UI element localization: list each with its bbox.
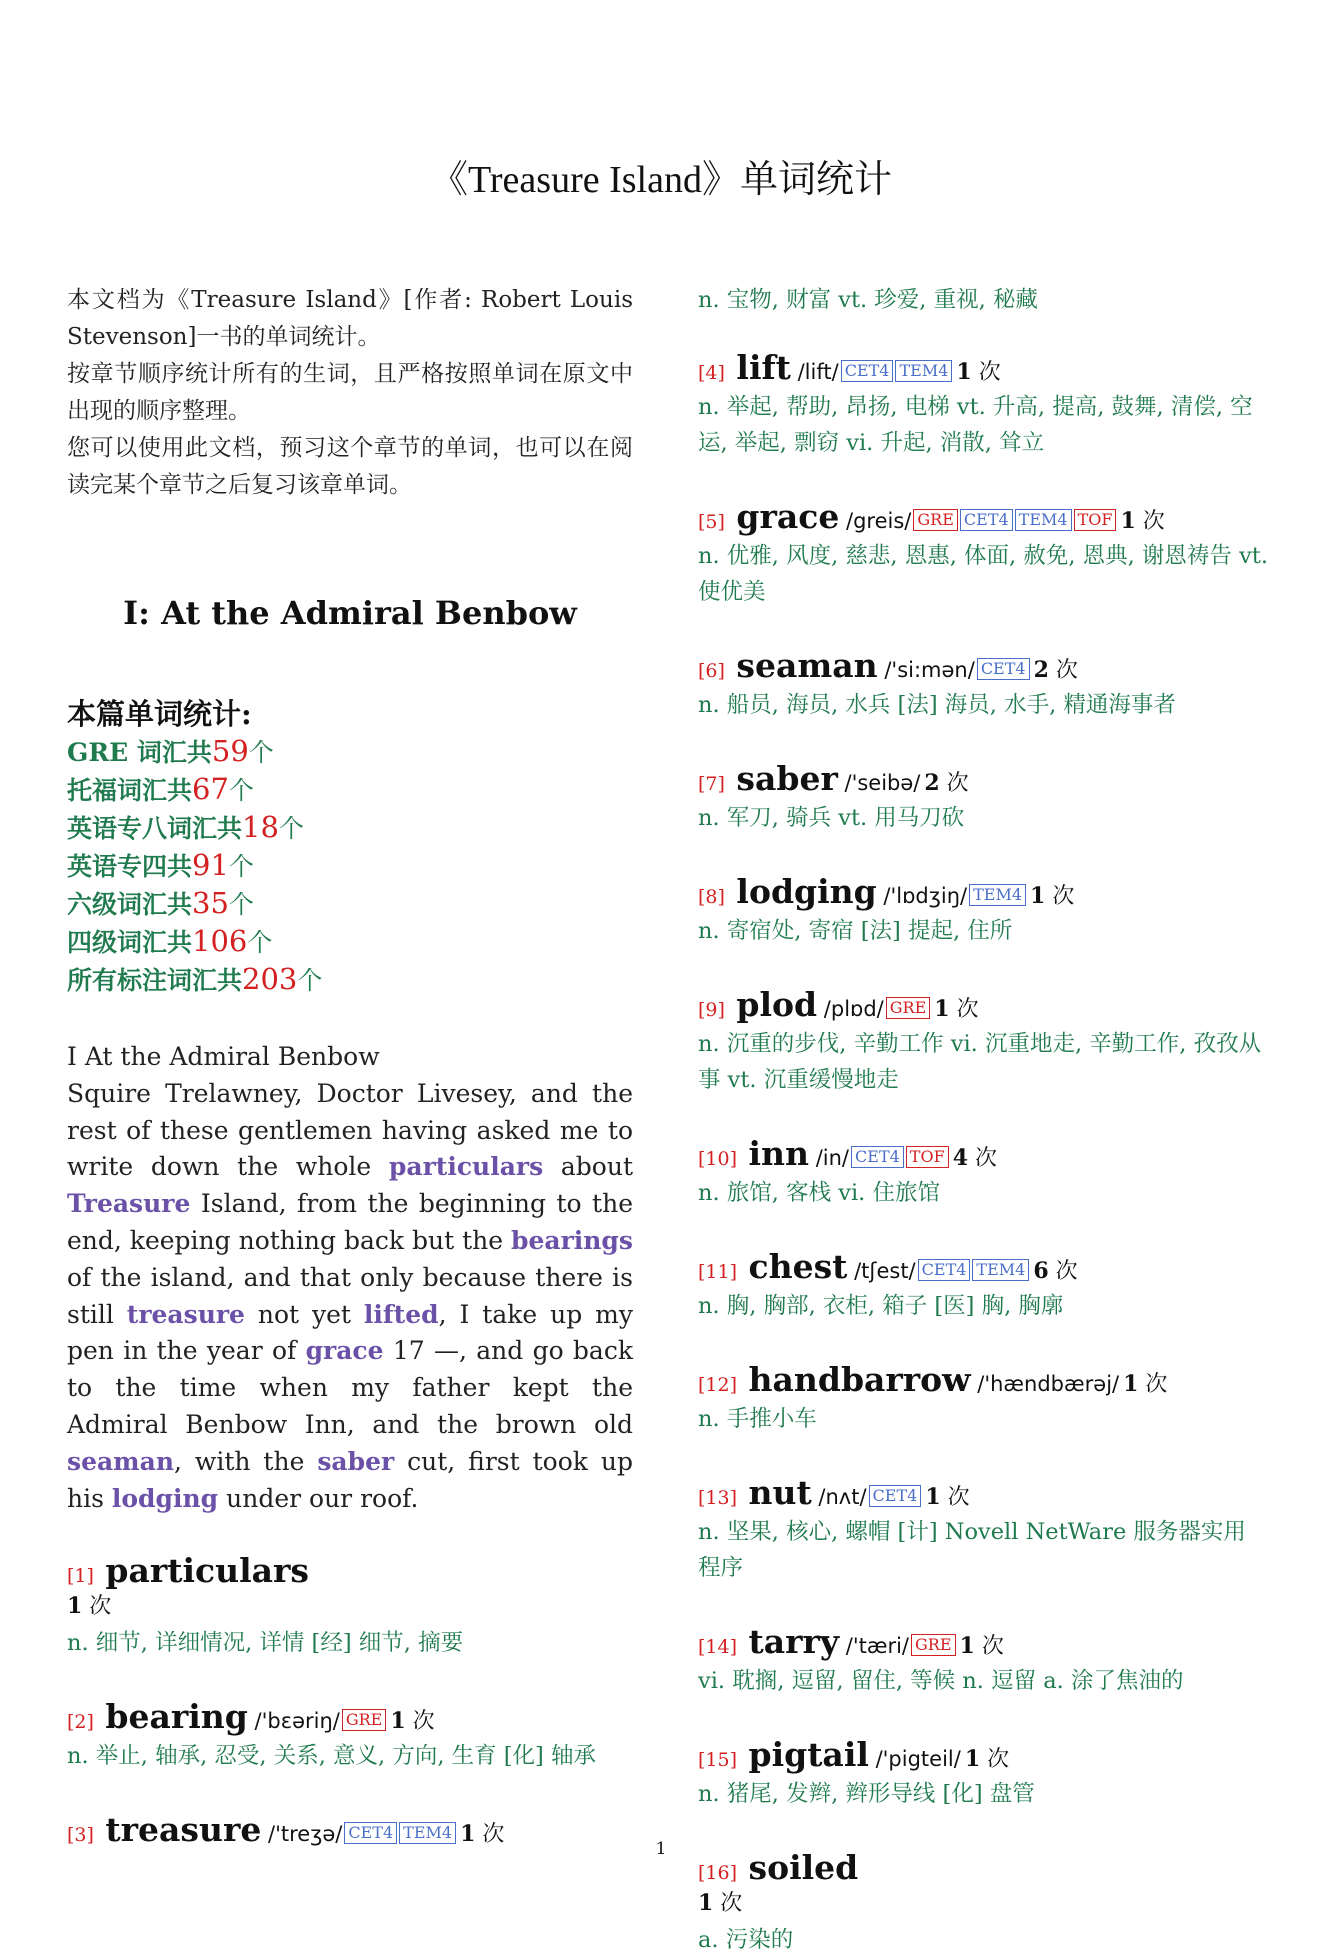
entry-header [67,1697,633,1736]
entry-index: [10] [698,1148,738,1170]
stat-line [67,771,633,809]
entry-word: bearing [93,1697,248,1737]
count-number: 1 [1120,508,1136,534]
highlighted-word: Treasure [67,1189,191,1219]
entry-count-line [698,1887,1268,1920]
exam-tag: GRE [913,509,958,531]
entry-phonetic: /'tæri/ [839,1634,909,1658]
entry-word: lift [724,348,791,387]
stat-unit: 个 [248,738,274,767]
entry-count [1034,658,1078,683]
entry-header [698,1622,1268,1661]
entry-index: [13] [698,1487,738,1509]
entry-phonetic: /plɒd/ [817,997,884,1021]
stats-list [67,733,633,999]
entry-count [953,1146,997,1171]
highlighted-word: grace [305,1336,384,1366]
intro-line: 本文档为《Treasure Island》[作者: Robert Louis Stevenson]一书的单词统计。 [67,287,633,350]
exam-tag: GRE [886,997,931,1019]
stat-line [67,885,633,923]
entry-definition: vi. 耽搁, 逗留, 留住, 等候 n. 逗留 a. 涂了焦油的 [698,1668,1184,1694]
entry-definition: n. 细节, 详细情况, 详情 [经] 细节, 摘要 [67,1630,464,1657]
left-vocab-list [67,1551,633,1849]
entry-index: [15] [698,1749,738,1771]
count-unit: 次 [1135,509,1165,534]
count-number: 1 [460,1821,476,1848]
entry-index: [6] [698,660,725,682]
entry-word: particulars [93,1551,310,1591]
entry-word: seaman [724,646,878,685]
entry-word: lodging [724,872,877,911]
entry-count [960,1634,1004,1659]
highlighted-word: treasure [126,1299,245,1329]
entry-word: soiled [737,1848,859,1887]
stat-line [67,809,633,847]
passage-text: Island, from the beginning to the end, keeping nothing back but the [67,1189,633,1255]
entry-definition: n. 举起, 帮助, 昂扬, 电梯 vt. 升高, 提高, 鼓舞, 清偿, 空运, 举起, 剽窃 vi. 升起, 消散, 耸立 [698,394,1253,456]
entry-header [698,1735,1268,1774]
stat-value: 106 [192,924,248,958]
entry-header [698,759,1268,798]
entry-header [698,348,1268,387]
stat-unit: 个 [297,966,323,995]
left-column [67,282,633,1849]
entry-count [934,997,978,1022]
entry-phonetic: /lift/ [790,360,839,384]
entry-definition: n. 旅馆, 客栈 vi. 住旅馆 [698,1180,940,1206]
count-number: 2 [924,770,940,796]
stat-value: 67 [192,772,229,806]
exam-tag: CET4 [869,1485,922,1507]
stats-heading: 本篇单词统计: [67,697,252,731]
vocab-entry [698,1247,1268,1324]
vocab-entry [698,1622,1268,1699]
entry-index: [12] [698,1374,738,1396]
vocab-entry [698,1360,1268,1437]
count-unit: 次 [968,1146,997,1171]
stat-line [67,733,633,771]
entry-count [1033,1259,1077,1284]
exam-tag: CET4 [841,360,894,382]
entry-index: [7] [698,773,725,795]
entry-index: [5] [698,511,725,533]
count-unit: 次 [713,1891,743,1916]
entry-word: treasure [93,1810,262,1850]
count-unit: 次 [1138,1372,1168,1397]
count-unit: 次 [949,997,979,1022]
entry-word: plod [724,985,818,1024]
exam-tag: TEM4 [1015,509,1072,531]
entry-index: [16] [698,1862,738,1884]
entry-index: [3] [67,1824,94,1847]
entry-header [698,1247,1268,1286]
entry-phonetic: /'bɛəriŋ/ [247,1709,340,1734]
entry-phonetic: /nʌt/ [811,1485,867,1509]
count-number: 6 [1033,1258,1049,1284]
exam-tag: CET4 [977,658,1030,680]
stat-line [67,923,633,961]
stat-unit: 个 [278,814,304,843]
vocab-entry [67,1551,633,1661]
entry-header [698,872,1268,911]
count-number: 2 [1033,657,1049,683]
count-unit: 次 [82,1594,112,1620]
passage [67,1039,633,1517]
entry-definition: a. 污染的 [698,1927,794,1953]
stat-label: 托福词汇共 [67,776,193,805]
entry-count-line [67,1590,633,1623]
count-unit: 次 [939,771,969,796]
highlighted-word: saber [317,1446,395,1476]
entry-header [698,985,1268,1024]
exam-tag: GRE [911,1634,956,1656]
stat-unit: 个 [247,928,273,957]
vocab-entry [698,759,1268,836]
passage-text: 17 —, and go back to the time when my father kept the Admiral Benbow Inn, and the brown old [67,1336,633,1439]
intro-text [67,282,633,504]
right-column [698,282,1268,1958]
stat-label: 六级词汇共 [67,890,193,919]
stat-unit: 个 [228,776,254,805]
count-number: 1 [67,1593,83,1620]
exam-tag: TEM4 [969,884,1026,906]
vocab-entry [698,1735,1268,1812]
vocab-entry [698,348,1268,461]
entry-word: handbarrow [737,1360,971,1399]
exam-tag: CET4 [960,509,1013,531]
stat-label: 所有标注词汇共 [67,966,243,995]
entry-count [1030,884,1074,909]
entry-definition: n. 猪尾, 发辫, 辫形导线 [化] 盘管 [698,1781,1035,1807]
chapter-title: I: At the Admiral Benbow [123,594,577,632]
entry-header [698,1360,1268,1399]
entry-index: [8] [698,886,725,908]
count-number: 1 [925,1484,941,1510]
vocab-entry [698,1134,1268,1211]
count-number: 4 [952,1145,968,1171]
entry-count [956,360,1000,385]
entry-phonetic: /'hændbærəj/ [970,1372,1120,1396]
stat-label: 英语专八词汇共 [67,814,243,843]
exam-tag: CET4 [344,1822,397,1844]
exam-tag: TEM4 [399,1822,456,1844]
entry-definition: n. 沉重的步伐, 辛勤工作 vi. 沉重地走, 辛勤工作, 孜孜从事 vt. 沉重缓慢地走 [698,1031,1262,1093]
entry-index: [4] [698,362,725,384]
exam-tag: TEM4 [972,1259,1029,1281]
count-number: 1 [390,1708,406,1735]
stat-label: 四级词汇共 [67,928,193,957]
entry-definition: n. 船员, 海员, 水兵 [法] 海员, 水手, 精通海事者 [698,692,1176,718]
count-number: 1 [959,1633,975,1659]
entry-index: [2] [67,1711,94,1734]
stat-value: 18 [242,810,279,844]
entry-definition: n. 优雅, 风度, 慈悲, 恩惠, 体面, 赦免, 恩典, 谢恩祷告 vt. 使优美 [698,543,1268,605]
entry-header [698,646,1268,685]
entry-phonetic: /'seibə/ [837,771,921,795]
entry-phonetic: /in/ [809,1146,850,1170]
highlighted-word: lifted [363,1299,439,1329]
count-unit: 次 [974,1634,1004,1659]
entry-index: [11] [698,1261,738,1283]
entry-definition: n. 胸, 胸部, 衣柜, 箱子 [医] 胸, 胸廓 [698,1293,1064,1319]
entry-count [1123,1372,1167,1397]
count-unit: 次 [940,1485,970,1510]
count-unit: 次 [405,1709,435,1735]
count-unit: 次 [971,360,1001,385]
entry-definition: n. 手推小车 [698,1406,817,1432]
entry-index: [9] [698,999,725,1021]
count-number: 1 [1030,883,1046,909]
entry-word: pigtail [737,1735,869,1774]
passage-title: I At the Admiral Benbow [67,1042,380,1071]
count-number: 1 [1123,1371,1139,1397]
count-unit: 次 [980,1747,1010,1772]
vocab-entry [698,1848,1268,1958]
entry-definition: n. 寄宿处, 寄宿 [法] 提起, 住所 [698,918,1013,944]
exam-tag: CET4 [851,1146,904,1168]
intro-line: 您可以使用此文档，预习这个章节的单词，也可以在阅读完某个章节之后复习该章单词。 [67,435,633,498]
entry-word: grace [724,497,840,536]
entry-word: saber [724,759,838,798]
count-number: 1 [964,1746,981,1772]
highlighted-word: bearings [511,1225,633,1255]
entry-definition: n. 军刀, 骑兵 vt. 用马刀砍 [698,805,965,831]
count-unit: 次 [1045,884,1075,909]
entry-count [698,1891,742,1916]
passage-text: Squire Trelawney, Doctor Livesey, and the rest of these gentlemen having asked me to write down the whole [67,1078,633,1182]
passage-text: about [543,1152,634,1182]
stat-value: 203 [242,962,298,996]
stat-unit: 个 [228,890,254,919]
exam-tag: TEM4 [895,360,952,382]
exam-tag: GRE [342,1709,387,1731]
entry-header [698,1473,1268,1512]
entry-count [924,771,968,796]
page-number: 1 [655,1839,667,1859]
entry-count [925,1485,969,1510]
exam-tag: TOF [906,1146,949,1168]
vocab-entry [67,1697,633,1774]
passage-text: under our roof. [218,1483,419,1513]
entry-header [698,1134,1268,1173]
passage-text: cut, first took up his [67,1446,633,1513]
vocab-entry [698,646,1268,723]
stat-value: 59 [211,734,249,768]
stat-value: 35 [192,886,229,920]
passage-body [67,1076,633,1518]
entry-phonetic: /greis/ [839,509,912,533]
exam-tag: CET4 [918,1259,971,1281]
passage-text: , with the [174,1446,318,1476]
entry-word: chest [737,1247,848,1286]
passage-text: not yet [244,1299,364,1329]
count-unit: 次 [475,1822,505,1848]
vocab-entry [698,497,1268,610]
count-unit: 次 [1048,658,1078,683]
entry-phonetic: /'treʒə/ [261,1822,343,1847]
entry-header [67,1551,633,1590]
highlighted-word: lodging [111,1483,219,1513]
count-number: 1 [698,1890,714,1916]
vocab-entry [698,985,1268,1098]
entry-word: inn [737,1134,810,1173]
entry-index: [1] [67,1565,94,1588]
entry-phonetic: /tʃest/ [847,1259,916,1283]
highlighted-word: seaman [67,1446,175,1476]
entry-phonetic: /'lɒdʒiŋ/ [876,884,968,908]
exam-tag: TOF [1074,509,1117,531]
document-title: 《Treasure Island》单词统计 [430,159,892,201]
count-number: 1 [956,359,972,385]
right-vocab-list [698,348,1268,1958]
entry-definition: n. 宝物, 财富 vt. 珍爱, 重视, 秘藏 [698,287,1038,313]
intro-line: 按章节顺序统计所有的生词，且严格按照单词在原文中出现的顺序整理。 [67,361,633,424]
stat-value: 91 [192,848,229,882]
highlighted-word: particulars [388,1152,544,1182]
entry-word: tarry [737,1622,840,1661]
entry-index: [14] [698,1636,738,1658]
stat-label: 英语专四共 [67,852,193,881]
entry-count [390,1709,434,1734]
entry-definition: n. 举止, 轴承, 忍受, 关系, 意义, 方向, 生育 [化] 轴承 [67,1743,596,1770]
vocab-entry [698,872,1268,949]
vocab-entry [698,1473,1268,1586]
entry-phonetic: /'si:mən/ [877,658,975,682]
entry-word: nut [737,1473,812,1512]
stat-line [67,847,633,885]
stat-label: GRE 词汇共 [67,738,212,767]
stat-line [67,961,633,999]
entry-count [67,1594,111,1619]
entry-count [1120,509,1164,534]
stat-unit: 个 [228,852,254,881]
entry-definition: n. 坚果, 核心, 螺帽 [计] Novell NetWare 服务器实用程序 [698,1519,1246,1581]
entry-phonetic: /'pigteil/ [868,1747,961,1771]
entry-count [965,1747,1009,1772]
passage-text: of the island, and that only because there is still [67,1262,633,1329]
count-number: 1 [934,996,950,1022]
passage-text: , I take up my pen in the year of [67,1299,633,1366]
count-unit: 次 [1048,1259,1078,1284]
entry-header [698,497,1268,536]
